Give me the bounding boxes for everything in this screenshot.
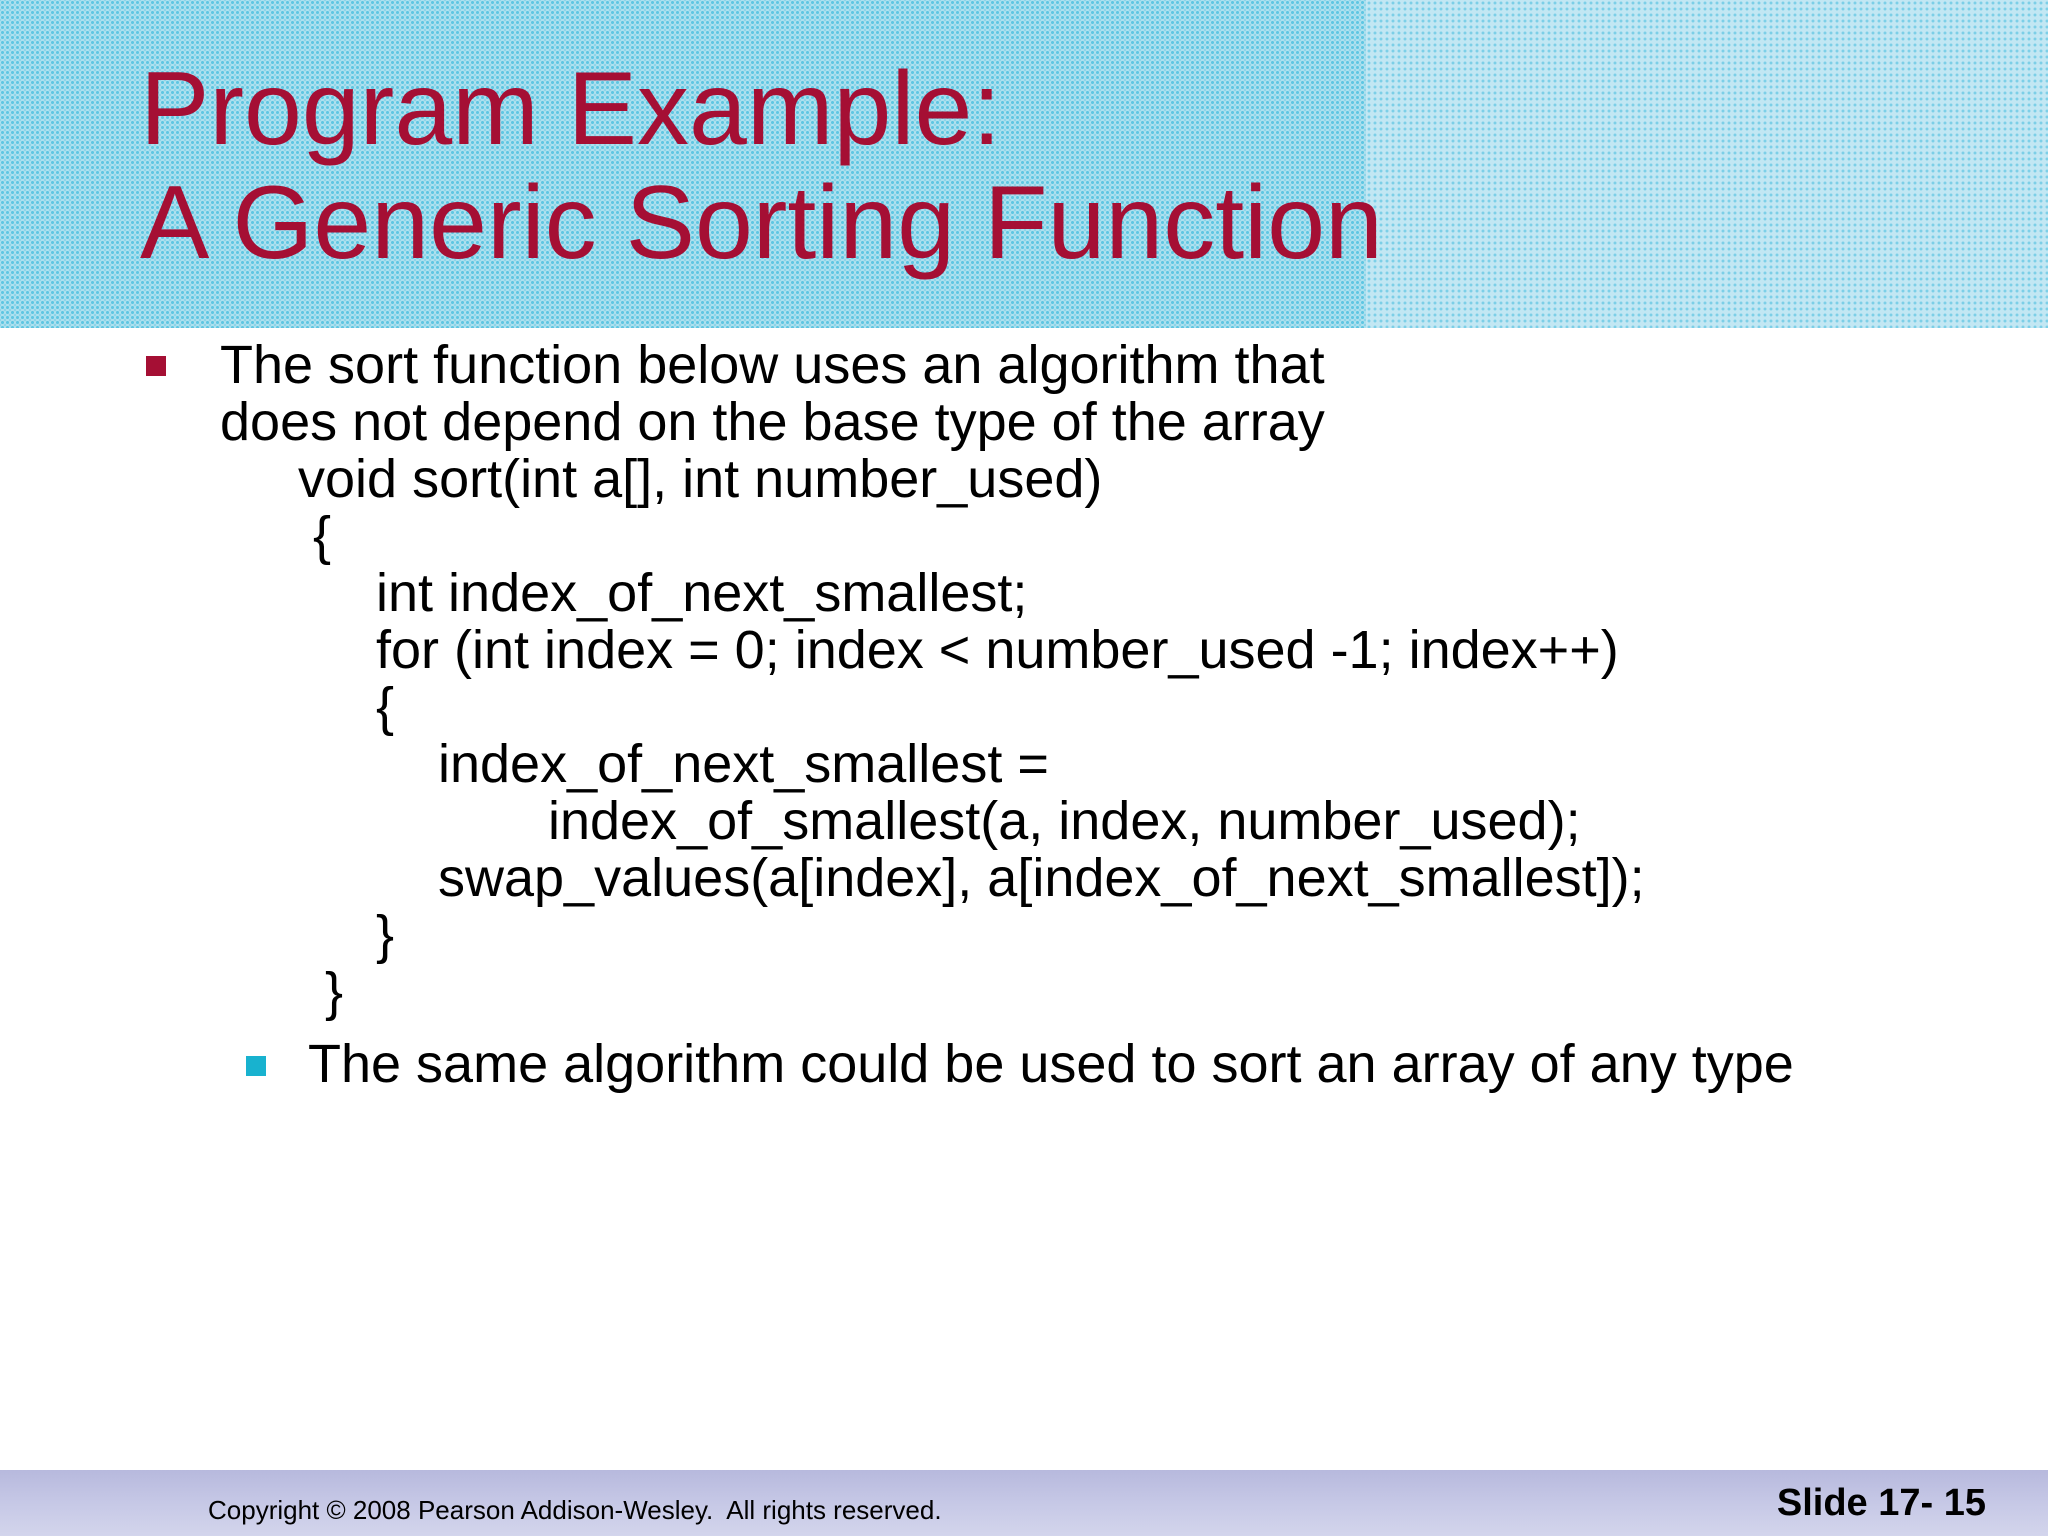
code-line: void sort(int a[], int number_used) [298,449,1103,509]
code-line: } [310,962,344,1022]
slide-number: Slide 17- 15 [1776,1482,1986,1524]
slide-title-line-1: Program Example: [140,51,1002,167]
slide-title-line-2: A Generic Sorting Function [140,165,1383,281]
bullet-text-line-2: does not depend on the base type of the array [220,392,1325,452]
code-line: } [376,905,395,965]
sub-bullet-text: The same algorithm could be used to sort an array of any type [308,1034,1794,1094]
code-line: for (int index = 0; index < number_used -1; index++) [376,620,1619,680]
code-line: index_of_next_smallest = [438,734,1049,794]
copyright-notice: Copyright © 2008 Pearson Addison-Wesley. All rights reserved. [208,1495,942,1525]
code-line: index_of_smallest(a, index, number_used); [548,791,1581,851]
bullet-text-line-1: The sort function below uses an algorithm that [220,335,1325,395]
bullet-square-icon [146,356,166,376]
code-line: int index_of_next_smallest; [376,563,1028,623]
sub-bullet-square-icon [246,1056,266,1076]
code-line: { [376,677,395,737]
code-line: { [298,506,332,566]
code-line: swap_values(a[index], a[index_of_next_smallest]); [438,848,1645,908]
